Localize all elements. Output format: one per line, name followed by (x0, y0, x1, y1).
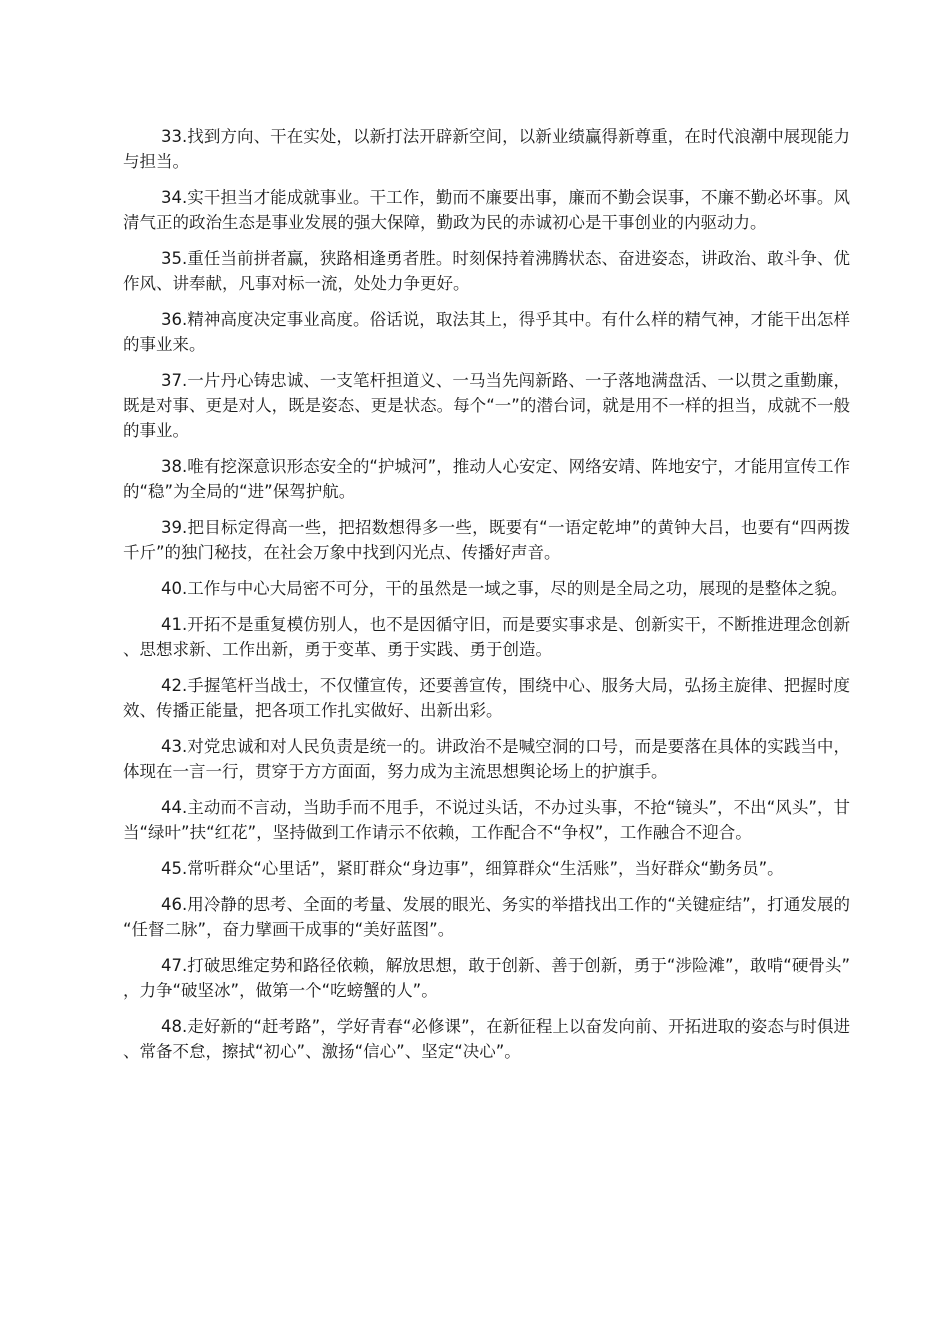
paragraph-38: 38.唯有挖深意识形态安全的“护城河”，推动人心安定、网络安靖、阵地安宁，才能用宣传工作的“稳”为全局的“进”保驾护航。 (123, 457, 850, 501)
paragraph-40: 40.工作与中心大局密不可分，干的虽然是一域之事，尽的则是全局之功，展现的是整体之貌。 (161, 579, 848, 598)
paragraph-36: 36.精神高度决定事业高度。俗话说，取法其上，得乎其中。有什么样的精气神，才能干出怎样的事业来。 (123, 310, 850, 354)
paragraph-37: 37.一片丹心铸忠诚、一支笔杆担道义、一马当先闯新路、一子落地满盘活、一以贯之重勤廉，既是对事、更是对人，既是姿态、更是状态。每个“一”的潜台词，就是用不一样的担当，成就不一般的事业。 (123, 371, 850, 440)
paragraph-44: 44.主动而不言动，当助手而不甩手，不说过头话，不办过头事，不抢“镜头”，不出“风头”，甘当“绿叶”扶“红花”，坚持做到工作请示不依赖，工作配合不“争权”，工作融合不迎合。 (123, 798, 850, 842)
paragraph-47: 47.打破思维定势和路径依赖，解放思想，敢于创新、善于创新，勇于“涉险滩”，敢啃“硬骨头”，力争“破坚冰”，做第一个“吃螃蟹的人”。 (123, 956, 850, 1000)
paragraph-34: 34.实干担当才能成就事业。干工作，勤而不廉要出事，廉而不勤会误事，不廉不勤必坏事。风清气正的政治生态是事业发展的强大保障，勤政为民的赤诚初心是干事创业的内驱动力。 (123, 188, 850, 232)
paragraph-33: 33.找到方向、干在实处，以新打法开辟新空间，以新业绩赢得新尊重，在时代浪潮中展现能力与担当。 (123, 127, 850, 171)
paragraph-35: 35.重任当前拼者赢，狭路相逢勇者胜。时刻保持着沸腾状态、奋进姿态，讲政治、敢斗争、优作风、讲奉献，凡事对标一流，处处力争更好。 (123, 249, 850, 293)
paragraph-39: 39.把目标定得高一些，把招数想得多一些，既要有“一语定乾坤”的黄钟大吕，也要有“四两拨千斤”的独门秘技，在社会万象中找到闪光点、传播好声音。 (123, 518, 850, 562)
document-body (123, 124, 850, 1075)
paragraph-43: 43.对党忠诚和对人民负责是统一的。讲政治不是喊空洞的口号，而是要落在具体的实践当中，体现在一言一行，贯穿于方方面面，努力成为主流思想舆论场上的护旗手。 (123, 737, 850, 781)
paragraph-42: 42.手握笔杆当战士，不仅懂宣传，还要善宣传，围绕中心、服务大局，弘扬主旋律、把握时度效、传播正能量，把各项工作扎实做好、出新出彩。 (123, 676, 850, 720)
paragraph-41: 41.开拓不是重复模仿别人，也不是因循守旧，而是要实事求是、创新实干，不断推进理念创新、思想求新、工作出新，勇于变革、勇于实践、勇于创造。 (123, 615, 850, 659)
paragraph-45: 45.常听群众“心里话”，紧盯群众“身边事”，细算群众“生活账”，当好群众“勤务员”。 (161, 859, 784, 878)
paragraph-46: 46.用冷静的思考、全面的考量、发展的眼光、务实的举措找出工作的“关键症结”，打通发展的“任督二脉”，奋力擘画干成事的“美好蓝图”。 (123, 895, 850, 939)
paragraph-48: 48.走好新的“赶考路”，学好青春“必修课”，在新征程上以奋发向前、开拓进取的姿态与时俱进、常备不怠，擦拭“初心”、激扬“信心”、坚定“决心”。 (123, 1017, 850, 1061)
